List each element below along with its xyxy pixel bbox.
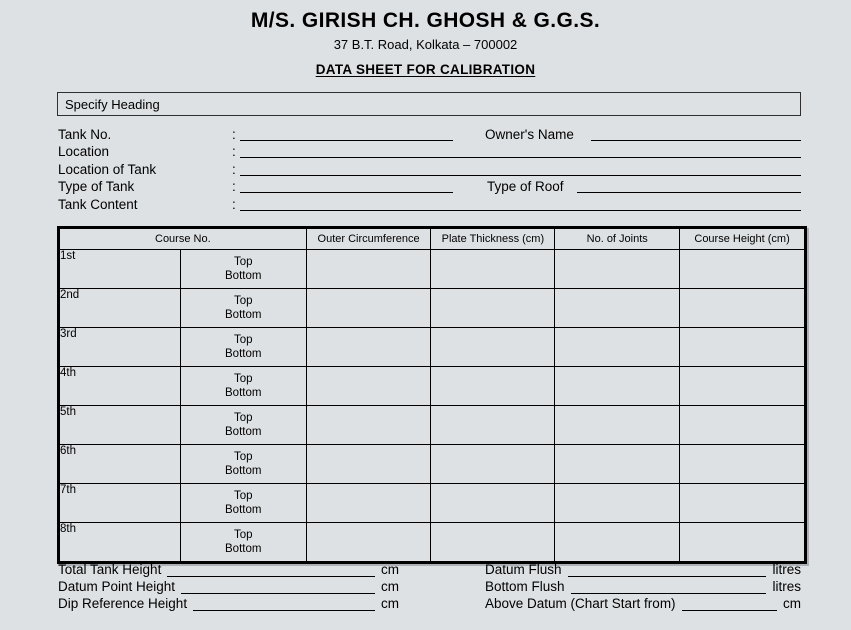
- bottom-label: Bottom: [225, 543, 262, 555]
- no-of-joints-cell: [555, 367, 680, 406]
- tank-no-blank-line: [240, 127, 453, 141]
- unit-cm: cm: [381, 596, 399, 611]
- bottom-flush-row: [485, 579, 801, 596]
- no-of-joints-cell: [555, 523, 680, 563]
- footer-left-group: [58, 562, 399, 613]
- table-row-5th: [59, 406, 806, 445]
- sheet-title: DATA SHEET FOR CALIBRATION: [315, 62, 536, 77]
- course-no-cell: 5th: [59, 406, 181, 445]
- company-title: M/S. GIRISH CH. GHOSH & G.G.S.: [250, 9, 601, 32]
- plate-thickness-cell: [431, 289, 555, 328]
- above-datum-blank-line: [682, 597, 777, 611]
- field-label-tank-no: Tank No.: [58, 127, 112, 142]
- datum-point-height-blank-line: [181, 580, 375, 594]
- header-no-of-joints: No. of Joints: [555, 228, 680, 250]
- bottom-flush-blank-line: [571, 580, 767, 594]
- outer-circumference-cell: [306, 406, 431, 445]
- plate-thickness-cell: [431, 328, 555, 367]
- plate-thickness-cell: [431, 484, 555, 523]
- field-colon: :: [232, 127, 236, 142]
- course-height-cell: [680, 523, 806, 563]
- no-of-joints-cell: [555, 250, 680, 289]
- dip-reference-height-blank-line: [193, 597, 375, 611]
- table-row-2nd: [59, 289, 806, 328]
- specify-heading-label: Specify Heading: [65, 96, 160, 112]
- above-datum-label: Above Datum (Chart Start from): [485, 596, 676, 611]
- top-bottom-cell: [180, 484, 306, 523]
- no-of-joints-cell: [555, 445, 680, 484]
- location-blank-line: [240, 144, 801, 158]
- field-colon: :: [232, 144, 236, 159]
- top-label: Top: [233, 295, 253, 307]
- header-course-no: Course No.: [59, 228, 307, 250]
- total-tank-height-label: Total Tank Height: [58, 562, 162, 577]
- location-of-tank-blank-line: [240, 162, 801, 176]
- above-datum-row: [485, 596, 801, 613]
- bottom-flush-label: Bottom Flush: [485, 579, 565, 594]
- bottom-label: Bottom: [225, 270, 262, 282]
- bottom-label: Bottom: [225, 309, 262, 321]
- outer-circumference-cell: [306, 250, 431, 289]
- field-label-type-of-tank: Type of Tank: [58, 179, 135, 194]
- company-address: 37 B.T. Road, Kolkata – 700002: [333, 37, 518, 52]
- owners-name-blank-line: [591, 127, 801, 141]
- bottom-label: Bottom: [225, 348, 262, 360]
- dip-reference-height-label: Dip Reference Height: [58, 596, 188, 611]
- bottom-label: Bottom: [225, 465, 262, 477]
- course-no-cell: 6th: [59, 445, 181, 484]
- course-no-cell: 3rd: [59, 328, 181, 367]
- bottom-label: Bottom: [225, 387, 262, 399]
- header-plate-thickness: Plate Thickness (cm): [431, 228, 555, 250]
- top-label: Top: [233, 256, 253, 268]
- outer-circumference-cell: [306, 445, 431, 484]
- top-bottom-cell: [180, 367, 306, 406]
- datum-flush-label: Datum Flush: [485, 562, 562, 577]
- datum-flush-blank-line: [568, 563, 767, 577]
- course-no-cell: 4th: [59, 367, 181, 406]
- table-row-1st: [59, 250, 806, 289]
- dip-reference-height-row: [58, 596, 399, 613]
- unit-litres: litres: [772, 562, 801, 577]
- specify-heading-box: [57, 92, 801, 116]
- unit-litres: litres: [772, 579, 801, 594]
- table-row-6th: [59, 445, 806, 484]
- type-of-roof-blank-line: [577, 179, 801, 193]
- course-height-cell: [680, 289, 806, 328]
- field-colon: :: [232, 197, 236, 212]
- header-outer-circumference: Outer Circumference: [306, 228, 431, 250]
- outer-circumference-cell: [306, 484, 431, 523]
- field-label-owners-name: Owner's Name: [485, 127, 574, 142]
- table-row-4th: [59, 367, 806, 406]
- total-tank-height-blank-line: [167, 563, 375, 577]
- top-bottom-cell: [180, 523, 306, 563]
- course-no-cell: 7th: [59, 484, 181, 523]
- datum-point-height-row: [58, 579, 399, 596]
- no-of-joints-cell: [555, 289, 680, 328]
- top-bottom-cell: [180, 289, 306, 328]
- table-header-row: [59, 228, 806, 250]
- top-label: Top: [233, 373, 253, 385]
- type-of-tank-blank-line: [240, 179, 453, 193]
- plate-thickness-cell: [431, 367, 555, 406]
- course-no-cell: 1st: [59, 250, 181, 289]
- table-row-8th: [59, 523, 806, 563]
- outer-circumference-cell: [306, 367, 431, 406]
- top-bottom-cell: [180, 328, 306, 367]
- bottom-label: Bottom: [225, 426, 262, 438]
- field-colon: :: [232, 179, 236, 194]
- top-label: Top: [233, 334, 253, 346]
- top-label: Top: [233, 490, 253, 502]
- top-bottom-cell: [180, 406, 306, 445]
- course-height-cell: [680, 484, 806, 523]
- unit-cm: cm: [381, 579, 399, 594]
- datum-point-height-label: Datum Point Height: [58, 579, 176, 594]
- course-height-cell: [680, 250, 806, 289]
- footer-right-group: [485, 562, 801, 613]
- tank-content-blank-line: [240, 197, 801, 211]
- plate-thickness-cell: [431, 250, 555, 289]
- datum-flush-row: [485, 562, 801, 579]
- field-colon: :: [232, 162, 236, 177]
- bottom-label: Bottom: [225, 504, 262, 516]
- unit-cm: cm: [381, 562, 399, 577]
- no-of-joints-cell: [555, 484, 680, 523]
- course-height-cell: [680, 328, 806, 367]
- top-label: Top: [233, 412, 253, 424]
- top-label: Top: [233, 451, 253, 463]
- calibration-table: [57, 226, 807, 564]
- outer-circumference-cell: [306, 289, 431, 328]
- plate-thickness-cell: [431, 523, 555, 563]
- outer-circumference-cell: [306, 328, 431, 367]
- plate-thickness-cell: [431, 406, 555, 445]
- top-label: Top: [233, 529, 253, 541]
- field-label-location-of-tank: Location of Tank: [58, 162, 157, 177]
- field-label-type-of-roof: Type of Roof: [487, 179, 564, 194]
- plate-thickness-cell: [431, 445, 555, 484]
- field-label-tank-content: Tank Content: [58, 197, 138, 212]
- total-tank-height-row: [58, 562, 399, 579]
- field-label-location: Location: [58, 144, 110, 159]
- unit-cm: cm: [783, 596, 801, 611]
- table-row-7th: [59, 484, 806, 523]
- top-bottom-cell: [180, 445, 306, 484]
- no-of-joints-cell: [555, 328, 680, 367]
- table-row-3rd: [59, 328, 806, 367]
- top-bottom-cell: [180, 250, 306, 289]
- course-height-cell: [680, 445, 806, 484]
- course-no-cell: 2nd: [59, 289, 181, 328]
- course-height-cell: [680, 406, 806, 445]
- course-height-cell: [680, 367, 806, 406]
- outer-circumference-cell: [306, 523, 431, 563]
- header-course-height: Course Height (cm): [680, 228, 806, 250]
- no-of-joints-cell: [555, 406, 680, 445]
- course-no-cell: 8th: [59, 523, 181, 563]
